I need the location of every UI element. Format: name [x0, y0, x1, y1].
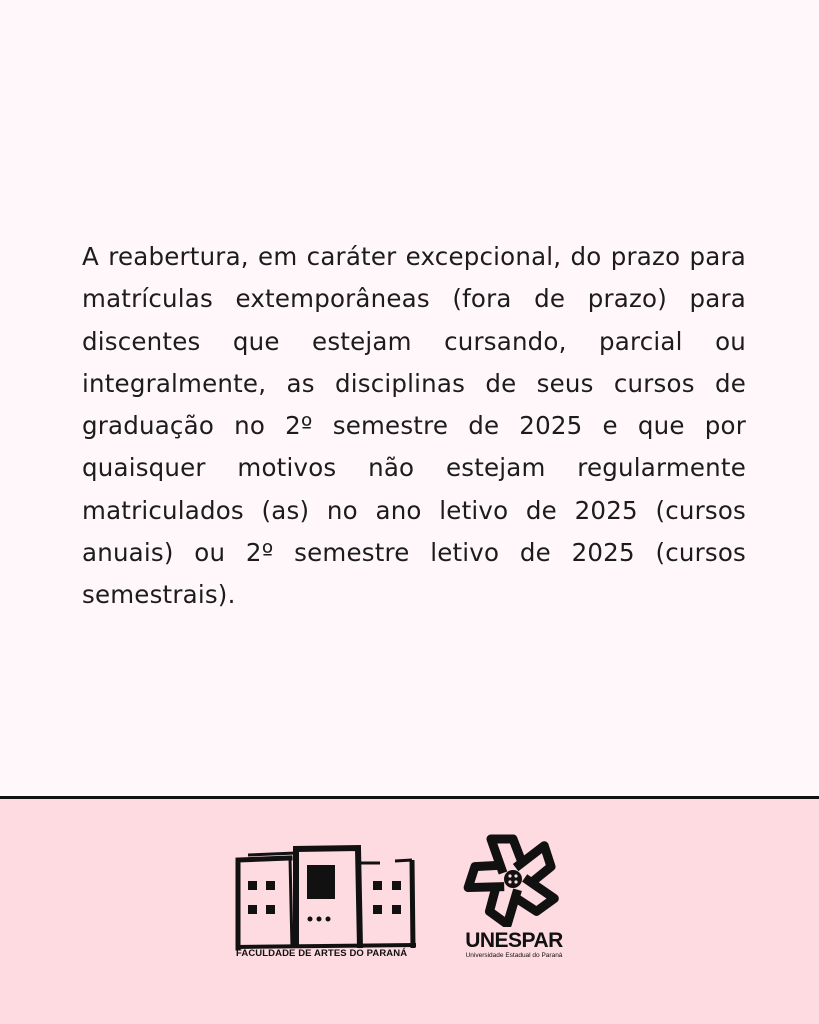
unespar-name: UNESPAR [465, 929, 563, 952]
announcement-paragraph: A reabertura, em caráter excepcional, do prazo para matrículas extemporâneas (fora de prazo) para discentes que estejam cursando, parcial ou integralmente, as disciplinas de seus cursos de graduação no 2º semestre de 2025 e que por quaisquer motivos não estejam regularmente matriculados (as) no ano letivo de 2025 (cursos anuais) ou 2º semestre letivo de 2025 (cursos semestrais). [82, 242, 746, 610]
footer [0, 799, 819, 1024]
unespar-subtitle: Universidade Estadual do Paraná [465, 952, 563, 959]
fap-name: FACULDADE DE ARTES DO PARANÁ [236, 948, 408, 959]
building-facade-icon [230, 843, 425, 963]
